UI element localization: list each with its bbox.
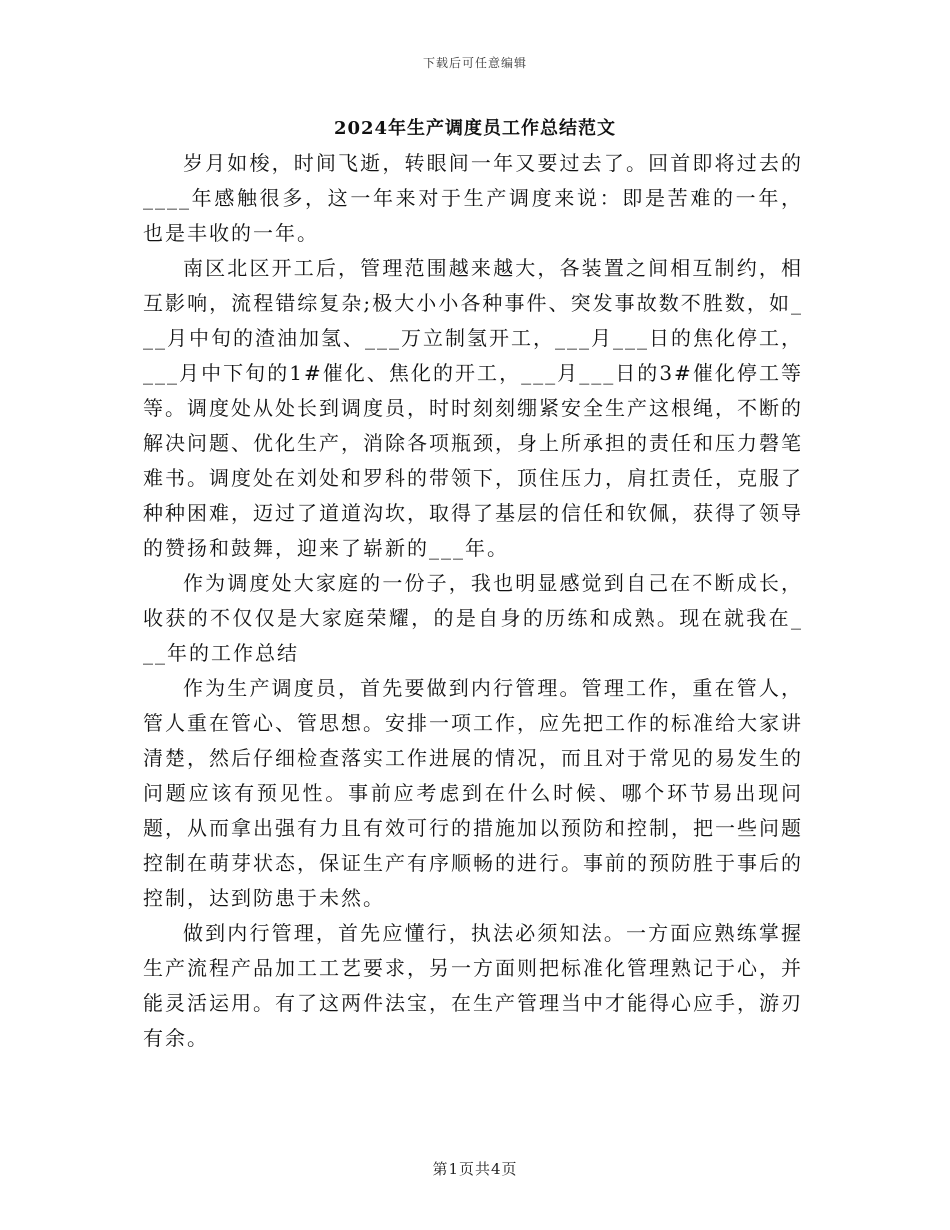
document-title: 2024年生产调度员工作总结范文 (333, 118, 617, 139)
paragraph: 做到内行管理，首先应懂行，执法必须知法。一方面应熟练掌握生产流程产品加工工艺要求，另一方面则把标准化管理熟记于心，并能灵活运用。有了这两件法宝，在生产管理当中才能得心应手，游刃有余。 (143, 921, 803, 1050)
page-number: 第1页共4页 (432, 1160, 518, 1178)
paragraph: 作为生产调度员，首先要做到内行管理。管理工作，重在管人，管人重在管心、管思想。安排一项工作，应先把工作的标准给大家讲清楚，然后仔细检查落实工作进展的情况，而且对于常见的易发生的问题应该有预见性。事前应考虑到在什么时候、哪个环节易出现问题，从而拿出强有力且有效可行的措施加以预防和控制，把一些问题控制在萌芽状态，保证生产有序顺畅的进行。事前的预防胜于事后的控制，达到防患于未然。 (143, 676, 803, 910)
paragraph: 作为调度处大家庭的一份子，我也明显感觉到自己在不断成长，收获的不仅仅是大家庭荣耀，的是自身的历练和成熟。现在就我在___年的工作总结 (143, 571, 803, 665)
paragraph: 岁月如梭，时间飞逝，转眼间一年又要过去了。回首即将过去的____年感触很多，这一年来对于生产调度来说：即是苦难的一年，也是丰收的一年。 (143, 151, 803, 245)
paragraph: 南区北区开工后，管理范围越来越大，各装置之间相互制约，相互影响，流程错综复杂;极大小小各种事件、突发事故数不胜数，如___月中旬的渣油加氢、___万立制氢开工，___月___日的焦化停工，___月中下旬的1#催化、焦化的开工，___月___日的3#催化停工等等。调度处从处长到调度员，时时刻刻绷紧安全生产这根绳，不断的解决问题、优化生产，消除各项瓶颈，身上所承担的责任和压力磬笔难书。调度处在刘处和罗科的带领下，顶住压力，肩扛责任，克服了种种困难，迈过了道道沟坎，取得了基层的信任和钦佩，获得了领导的赞扬和鼓舞，迎来了崭新的___年。 (143, 256, 803, 560)
download-note: 下载后可任意编辑 (422, 56, 527, 70)
document-body (143, 146, 803, 1056)
